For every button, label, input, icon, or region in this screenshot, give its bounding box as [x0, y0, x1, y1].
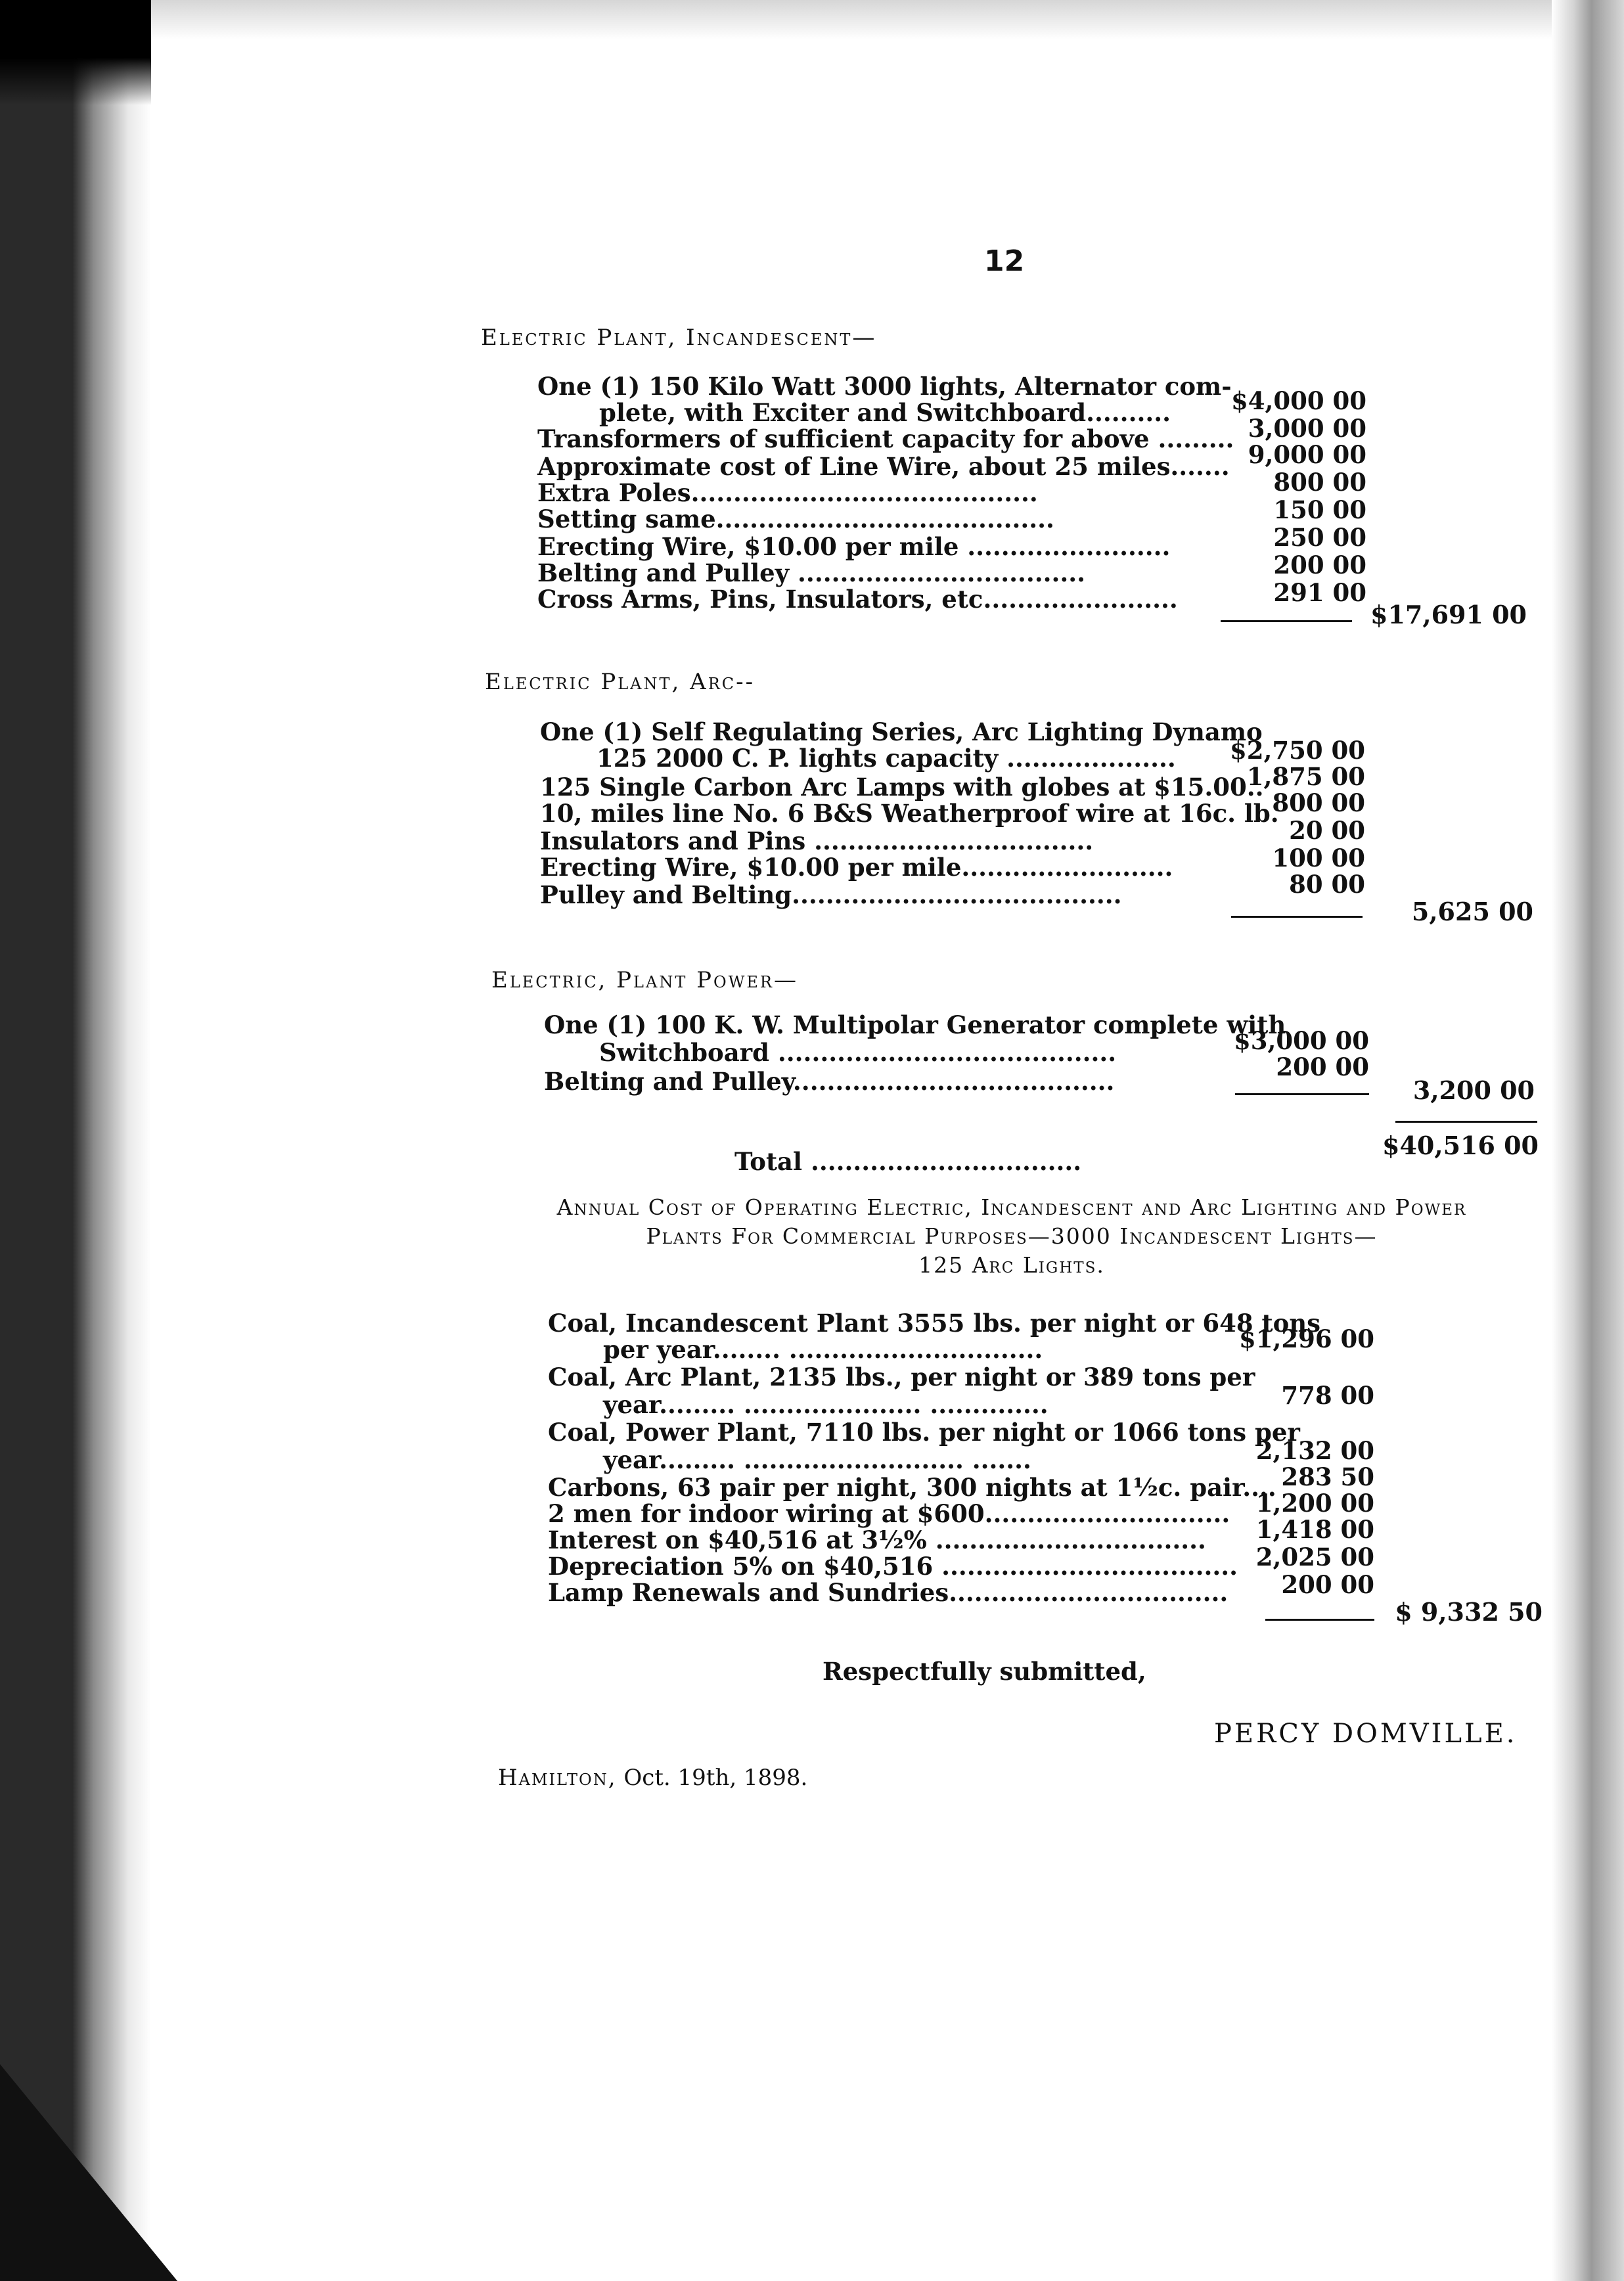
annual-heading-line-1: Annual Cost of Operating Electric, Incandescent and Arc Lighting and Power [556, 1194, 1467, 1220]
place: Hamilton, [498, 1765, 617, 1791]
line-amount: 2,132 00 [1255, 1436, 1374, 1465]
line-amount: 1,418 00 [1255, 1515, 1374, 1544]
line-amount: 800 00 [1273, 468, 1366, 497]
line-item: Depreciation 5% on $40,516 ................................... [548, 1552, 1238, 1581]
line-item: per year........ .............................. [603, 1335, 1043, 1364]
line-amount: $3,000 00 [1234, 1026, 1369, 1055]
signature: PERCY DOMVILLE. [1214, 1719, 1518, 1749]
closing-text: Respectfully submitted, [823, 1657, 1146, 1686]
line-amount: 80 00 [1289, 870, 1365, 899]
line-item: Interest on $40,516 at 3½% ................................ [548, 1525, 1206, 1554]
line-amount: 20 00 [1289, 816, 1365, 845]
line-amount: 200 00 [1281, 1570, 1374, 1599]
subtotal-rule [1221, 620, 1352, 622]
line-item: Belting and Pulley .................................. [537, 558, 1086, 587]
page-number: 12 [984, 244, 1025, 278]
line-item: Erecting Wire, $10.00 per mile......................... [540, 853, 1173, 882]
line-item: Setting same........................................ [537, 505, 1054, 533]
line-amount: $2,750 00 [1230, 736, 1365, 765]
date: Oct. 19th, 1898. [623, 1765, 808, 1791]
annual-heading-line-2: Plants For Commercial Purposes—3000 Incandescent Lights— [646, 1223, 1378, 1249]
line-amount: 150 00 [1273, 495, 1366, 524]
scan-shadow-top-left [0, 0, 151, 105]
line-item: Coal, Power Plant, 7110 lbs. per night or 1066 tons per [548, 1418, 1300, 1447]
annual-cost-total: $ 9,332 50 [1395, 1597, 1543, 1627]
scan-corner-fold [0, 2064, 177, 2281]
grand-total-label: Total ................................ [734, 1147, 1082, 1176]
line-item: 2 men for indoor wiring at $600............................. [548, 1499, 1230, 1528]
scan-shadow-top [151, 0, 1552, 39]
section-total-arc: 5,625 00 [1411, 897, 1533, 926]
line-amount: 291 00 [1273, 578, 1366, 607]
line-item: Erecting Wire, $10.00 per mile ........................ [537, 532, 1171, 561]
line-item: Extra Poles......................................... [537, 478, 1038, 507]
subtotal-rule [1231, 916, 1363, 918]
subtotal-rule [1235, 1093, 1369, 1095]
grand-total-rule [1395, 1121, 1537, 1123]
line-amount: 9,000 00 [1248, 440, 1366, 469]
line-amount: 200 00 [1273, 551, 1366, 579]
line-item: 125 Single Carbon Arc Lamps with globes at $15.00.. [540, 773, 1264, 802]
line-item: One (1) 150 Kilo Watt 3000 lights, Alternator com- [537, 372, 1232, 401]
section-heading-incandescent: Electric Plant, Incandescent— [481, 325, 877, 351]
grand-total-amount: $40,516 00 [1382, 1131, 1539, 1160]
line-item: Insulators and Pins ................................. [540, 826, 1094, 855]
line-amount: 3,000 00 [1248, 414, 1366, 443]
annual-heading-line-3: 125 Arc Lights. [918, 1252, 1105, 1278]
line-amount: 100 00 [1272, 844, 1365, 872]
subtotal-rule [1265, 1619, 1374, 1621]
scan-shadow-left [0, 0, 151, 2281]
line-item: 125 2000 C. P. lights capacity .................... [597, 744, 1176, 773]
section-total-incandescent: $17,691 00 [1370, 600, 1527, 629]
line-item: Belting and Pulley...................................... [544, 1067, 1115, 1096]
line-amount: 778 00 [1281, 1381, 1374, 1410]
line-amount: $4,000 00 [1231, 386, 1366, 415]
line-item: Switchboard ........................................ [599, 1038, 1117, 1067]
line-item: Transformers of sufficient capacity for above ......... [537, 424, 1234, 453]
line-item: year......... .......................... ....... [603, 1445, 1031, 1474]
line-item: 10, miles line No. 6 B&S Weatherproof wire at 16c. lb. [540, 799, 1279, 828]
line-item: Coal, Incandescent Plant 3555 lbs. per night or 648 tons [548, 1309, 1320, 1338]
line-item: Cross Arms, Pins, Insulators, etc....................... [537, 585, 1178, 614]
line-item: Approximate cost of Line Wire, about 25 miles....... [537, 452, 1230, 481]
line-item: Coal, Arc Plant, 2135 lbs., per night or 389 tons per [548, 1363, 1255, 1391]
line-item: plete, with Exciter and Switchboard.......... [599, 398, 1171, 427]
section-heading-arc: Electric Plant, Arc-- [485, 669, 756, 695]
line-item: Carbons, 63 pair per night, 300 nights at 1½c. pair.... [548, 1473, 1276, 1502]
line-item: Lamp Renewals and Sundries................................. [548, 1578, 1229, 1607]
section-total-power: 3,200 00 [1412, 1075, 1535, 1105]
line-item: Pulley and Belting....................................... [540, 880, 1122, 909]
line-amount: 1,200 00 [1255, 1489, 1374, 1518]
place-date [498, 1765, 807, 1791]
line-amount: 283 50 [1281, 1462, 1374, 1491]
line-item: year......... ..................... .............. [603, 1390, 1049, 1419]
line-amount: $1,296 00 [1239, 1324, 1374, 1353]
line-amount: 800 00 [1272, 788, 1365, 817]
scan-shadow-right [1552, 0, 1624, 2281]
line-amount: 2,025 00 [1255, 1543, 1374, 1571]
line-item: One (1) Self Regulating Series, Arc Lighting Dynamo [540, 717, 1263, 746]
annual-cost-heading [486, 1193, 1537, 1280]
line-amount: 200 00 [1276, 1052, 1369, 1081]
line-item: One (1) 100 K. W. Multipolar Generator complete with [544, 1010, 1286, 1039]
line-amount: 250 00 [1273, 523, 1366, 552]
line-amount: 1,875 00 [1246, 762, 1365, 791]
section-heading-power: Electric, Plant Power— [491, 967, 798, 993]
